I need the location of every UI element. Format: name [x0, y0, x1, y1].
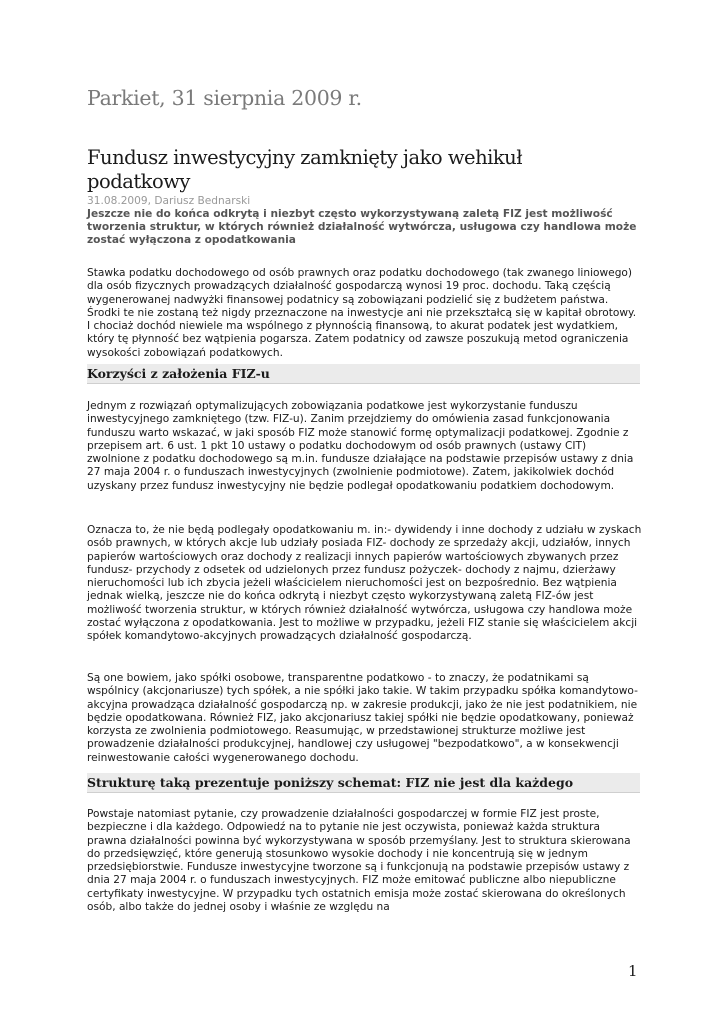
body-paragraph: Powstaje natomiast pytanie, czy prowadzenie działalności gospodarczej w formie FIZ jest proste, bezpieczne i dla każdego. Odpowiedź na to pytanie nie jest oczywista, ponieważ każda struktura prawna działalności powinna być wykorzystywana w sposób przemyślany. Jest to struktura skierowana do przedsięwzięć, które generują stosunkowo wysokie dochody i nie koncentrują się w jednym przedsiębiorstwie. Fundusze inwestycyjne tworzone są i funkcjonują na podstawie przepisów ustawy z dnia 27 maja 2004 r. o funduszach inwestycyjnych. FIZ może emitować publiczne albo niepubliczne certyfikaty inwestycyjne. W przypadku tych ostatnich emisja może zostać skierowana do określonych osób, albo także do jednej osoby i właśnie ze względu na	[87, 808, 631, 914]
body-paragraph: Oznacza to, że nie będą podlegały opodatkowaniu m. in:- dywidendy i inne dochody z udziału w zyskach osób prawnych, w których akcje lub udziały posiada FIZ- dochody ze sprzedaży akcji, udziałów, innych papierów wartościowych oraz dochody z realizacji innych papierów wartościowych zbywanych przez fundusz- przychody z odsetek od udzielonych przez fundusz pożyczek- dochody z najmu, dzierżawy nieruchomości lub ich zbycia jeżeli właścicielem nieruchomości jest on bezpośrednio. Bez wątpienia jednak wielką, jeszcze nie do końca odkrytą i niezbyt często wykorzystywaną zaletą FIZ-ów jest możliwość tworzenia struktur, w których również działalność wytwórcza, usługowa czy handlowa może zostać wyłączona z opodatkowania. Jest to możliwe w przypadku, jeżeli FIZ stanie się właścicielem akcji spółek komandytowo-akcyjnych prowadzących działalność gospodarczą.	[87, 524, 642, 643]
body-paragraph: Są one bowiem, jako spółki osobowe, transparentne podatkowo - to znaczy, że podatnikami są wspólnicy (akcjonariusze) tych spółek, a nie spółki jako takie. W takim przypadku spółka komandytowo-akcyjna prowadząca działalność gospodarczą np. w zakresie produkcji, jako że nie jest podatnikiem, nie będzie opodatkowana. Również FIZ, jako akcjonariusz takiej spółki nie będzie opodatkowany, ponieważ korzysta ze zwolnienia podmiotowego. Reasumując, w przedstawionej strukturze możliwe jest prowadzenie działalności produkcyjnej, handlowej czy usługowej "bezpodatkowo", a w konsekwencji reinwestowanie całości wygenerowanego dochodu.	[87, 672, 638, 764]
section-heading-bar	[87, 773, 640, 793]
article-lead: Jeszcze nie do końca odkrytą i niezbyt często wykorzystywaną zaletą FIZ jest możliwość tworzenia struktur, w których również działalność wytwórcza, usługowa czy handlowa może zostać wyłączona z opodatkowania	[87, 208, 637, 246]
section-heading: Korzyści z założenia FIZ-u	[87, 366, 270, 381]
article-meta: 31.08.2009, Dariusz Bednarski	[87, 195, 251, 207]
intro-paragraph: Stawka podatku dochodowego od osób prawnych oraz podatku dochodowego (tak zwanego liniowego) dla osób fizycznych prowadzących działalność gospodarczą wynosi 19 proc. dochodu. Taką częścią wygenerowanej nadwyżki finansowej podatnicy są zobowiązani podzielić się z budżetem państwa. Środki te nie zostaną też nigdy przeznaczone na inwestycje ani nie przekształcą się w kapitał obrotowy. I chociaż dochód niewiele ma wspólnego z płynnością finansową, to akurat podatek jest wydatkiem, który tę płynność bez wątpienia pogarsza. Zatem podatnicy od zawsze poszukują metod ograniczenia wysokości zobowiązań podatkowych.	[87, 267, 637, 359]
source-date-header: Parkiet, 31 sierpnia 2009 r.	[87, 86, 362, 110]
article-title: Fundusz inwestycyjny zamknięty jako wehikuł podatkowy	[87, 146, 523, 193]
section-heading: Strukturę taką prezentuje poniższy schemat: FIZ nie jest dla każdego	[87, 775, 574, 790]
section-heading-bar	[87, 364, 640, 384]
page-number: 1	[628, 962, 638, 980]
body-paragraph: Jednym z rozwiązań optymalizujących zobowiązania podatkowe jest wykorzystanie funduszu inwestycyjnego zamkniętego (tzw. FIZ-u). Zanim przejdziemy do omówienia zasad funkcjonowania funduszu warto wskazać, w jaki sposób FIZ może stanowić formę optymalizacji podatkowej. Zgodnie z przepisem art. 6 ust. 1 pkt 10 ustawy o podatku dochodowym od osób prawnych (ustawy CIT) zwolnione z podatku dochodowego są m.in. fundusze działające na podstawie przepisów ustawy z dnia 27 maja 2004 r. o funduszach inwestycyjnych (zwolnienie podmiotowe). Zatem, jakikolwiek dochód uzyskany przez fundusz inwestycyjny nie będzie podlegał opodatkowaniu podatkiem dochodowym.	[87, 400, 634, 492]
